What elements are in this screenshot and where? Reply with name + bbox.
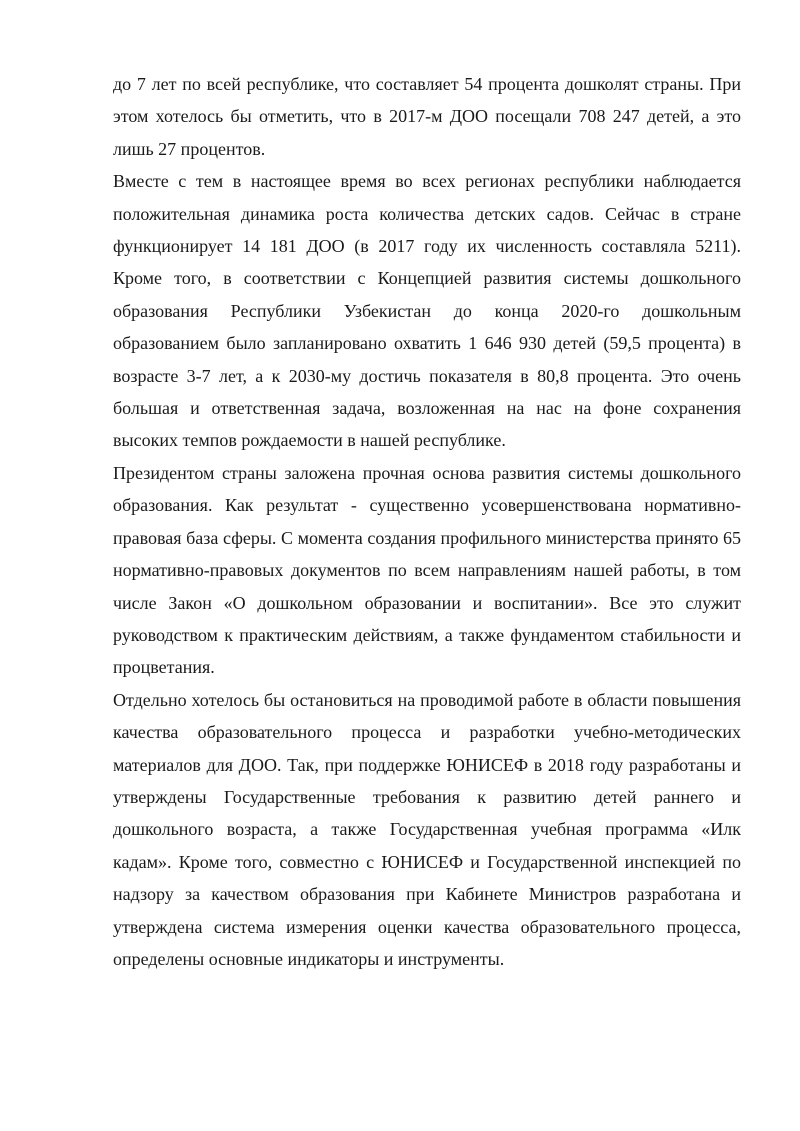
paragraph-2: Вместе с тем в настоящее время во всех регионах республики наблюдается положительная динамика роста количества детских садов. Сейчас в стране функционирует 14 181 ДОО (в 2017 году их численность составляла 5211). Кроме того, в соответствии с Концепцией развития системы дошкольного образования Республики Узбекистан до конца 2020-го дошкольным образованием было запланировано охватить 1 646 930 детей (59,5 процента) в возрасте 3-7 лет, а к 2030-му достичь показателя в 80,8 процента. Это очень большая и ответственная задача, возложенная на нас на фоне сохранения высоких темпов рождаемости в нашей республике.	[113, 171, 741, 451]
paragraph-4: Отдельно хотелось бы остановиться на проводимой работе в области повышения качества образовательного процесса и разработки учебно-методических материалов для ДОО. Так, при поддержке ЮНИСЕФ в 2018 году разработаны и утверждены Государственные требования к развитию детей раннего и дошкольного возраста, а также Государственная учебная программа «Илк кадам». Кроме того, совместно с ЮНИСЕФ и Государственной инспекцией по надзору за качеством образования при Кабинете Министров разработана и утверждена система измерения оценки качества образовательного процесса, определены основные индикаторы и инструменты.	[113, 689, 741, 969]
document-body	[113, 68, 741, 975]
paragraph-3: Президентом страны заложена прочная основа развития системы дошкольного образования. Как результат - существенно усовершенствована нормативно-правовая база сферы. С момента создания профильного министерства принято 65 нормативно-правовых документов по всем направлениям нашей работы, в том числе Закон «О дошкольном образовании и воспитании». Все это служит руководством к практическим действиям, а также фундаментом стабильности и процветания.	[113, 462, 741, 678]
paragraph-1: до 7 лет по всей республике, что составляет 54 процента дошколят страны. При этом хотелось бы отметить, что в 2017-м ДОО посещали 708 247 детей, а это лишь 27 процентов.	[113, 74, 741, 159]
